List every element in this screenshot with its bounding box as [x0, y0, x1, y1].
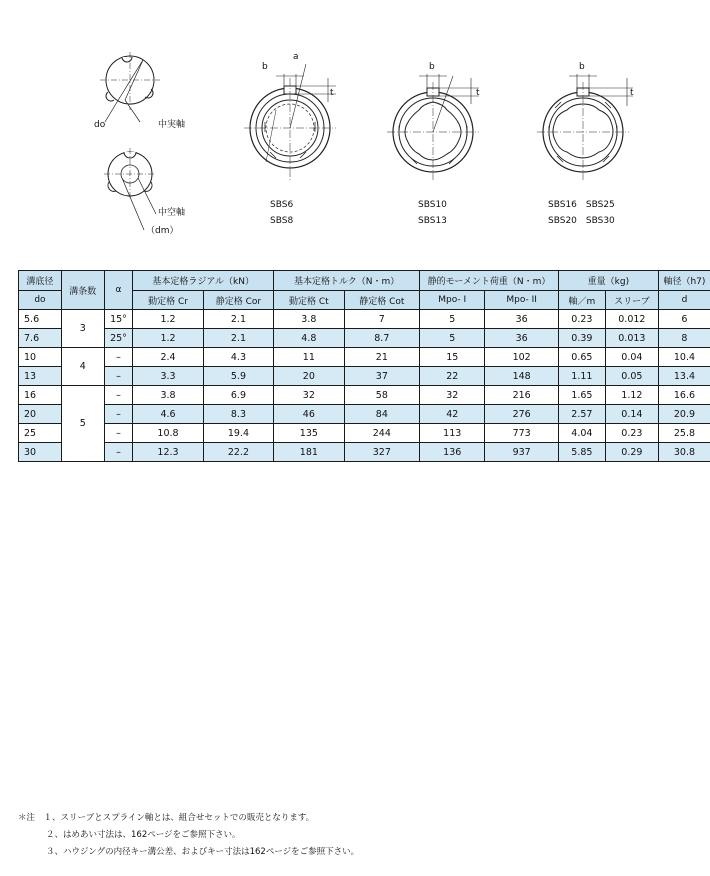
header-cr: 動定格 Cr [133, 291, 203, 310]
cell-d: 20.9 [658, 405, 710, 424]
header-moment: 静的モーメント荷重（N・m） [420, 271, 559, 291]
cell-cr: 3.3 [133, 367, 203, 386]
cell-do: 25 [19, 424, 62, 443]
cell-do: 16 [19, 386, 62, 405]
header-mpo1: Mpo- I [420, 291, 485, 310]
dim-b-1: b [262, 62, 268, 72]
cell-mpo2: 276 [485, 405, 558, 424]
header-shaft-per-m: 軸／m [558, 291, 605, 310]
header-cor: 静定格 Cor [203, 291, 273, 310]
cell-sleeve: 0.23 [605, 424, 658, 443]
header-torque: 基本定格トルク（N・m） [274, 271, 420, 291]
header-alpha: α [104, 271, 133, 310]
do-label: do [94, 120, 106, 130]
cell-ct: 20 [274, 367, 344, 386]
cell-ct: 181 [274, 443, 344, 462]
group-1-line2: SBS8 [270, 216, 294, 226]
header-ct: 動定格 Ct [274, 291, 344, 310]
solid-shaft-label: 中実軸 [158, 120, 186, 130]
header-groove-dia: 溝底径 [19, 271, 62, 291]
cell-mpo1: 5 [420, 310, 485, 329]
cell-cot: 84 [344, 405, 420, 424]
dim-t-3: t [630, 88, 634, 98]
header-cot: 静定格 Cot [344, 291, 420, 310]
table-row [19, 405, 710, 424]
cell-cor: 19.4 [203, 424, 273, 443]
cell-cot: 7 [344, 310, 420, 329]
cell-cr: 12.3 [133, 443, 203, 462]
cell-do: 20 [19, 405, 62, 424]
cell-shaft: 0.65 [558, 348, 605, 367]
dim-t-1: t [330, 88, 334, 98]
cell-cor: 2.1 [203, 329, 273, 348]
cell-cor: 5.9 [203, 367, 273, 386]
footnotes [18, 810, 359, 861]
cell-cor: 6.9 [203, 386, 273, 405]
cell-cot: 327 [344, 443, 420, 462]
cell-shaft: 0.23 [558, 310, 605, 329]
cell-cot: 8.7 [344, 329, 420, 348]
cell-cr: 10.8 [133, 424, 203, 443]
cell-alpha: – [104, 424, 133, 443]
header-d: d [658, 291, 710, 310]
hollow-shaft-label: 中空軸 [158, 208, 186, 218]
cell-mpo2: 937 [485, 443, 558, 462]
cell-cor: 22.2 [203, 443, 273, 462]
cell-sleeve: 1.12 [605, 386, 658, 405]
cell-cor: 2.1 [203, 310, 273, 329]
cell-alpha: – [104, 405, 133, 424]
cell-shaft: 4.04 [558, 424, 605, 443]
table-row [19, 386, 710, 405]
table-row [19, 348, 710, 367]
cell-do: 5.6 [19, 310, 62, 329]
dm-label: （dm） [146, 226, 179, 236]
note-2: ２、はめあい寸法は、162ページをご参照下さい。 [46, 830, 241, 840]
header-groove-count: 溝条数 [61, 271, 104, 310]
cell-groove-count: 3 [61, 310, 104, 348]
cell-alpha: 25° [104, 329, 133, 348]
cell-groove-count: 4 [61, 348, 104, 386]
dim-a-1: a [293, 52, 299, 62]
table-row [19, 329, 710, 348]
bearing-drawing-sbs6-8 [240, 52, 340, 182]
header-weight: 重量（kg) [558, 271, 658, 291]
cell-sleeve: 0.013 [605, 329, 658, 348]
cell-alpha: – [104, 386, 133, 405]
spec-table [18, 270, 710, 462]
cell-shaft: 5.85 [558, 443, 605, 462]
header-do: do [19, 291, 62, 310]
cell-sleeve: 0.012 [605, 310, 658, 329]
cell-mpo1: 22 [420, 367, 485, 386]
cell-cot: 37 [344, 367, 420, 386]
cell-ct: 3.8 [274, 310, 344, 329]
cell-sleeve: 0.14 [605, 405, 658, 424]
header-sleeve: スリーブ [605, 291, 658, 310]
group-2-line2: SBS13 [418, 216, 447, 226]
dim-b-3: b [579, 62, 585, 72]
cell-do: 10 [19, 348, 62, 367]
cell-cr: 1.2 [133, 329, 203, 348]
cell-d: 8 [658, 329, 710, 348]
cell-mpo1: 15 [420, 348, 485, 367]
table-row [19, 367, 710, 386]
cell-d: 30.8 [658, 443, 710, 462]
cell-do: 13 [19, 367, 62, 386]
cell-shaft: 0.39 [558, 329, 605, 348]
note-3: ３、ハウジングの内径キー溝公差、およびキー寸法は162ページをご参照下さい。 [46, 847, 360, 857]
cell-ct: 46 [274, 405, 344, 424]
cell-cor: 4.3 [203, 348, 273, 367]
cell-shaft: 2.57 [558, 405, 605, 424]
cell-cot: 58 [344, 386, 420, 405]
group-1-line1: SBS6 [270, 200, 294, 210]
cell-alpha: – [104, 367, 133, 386]
cell-mpo2: 216 [485, 386, 558, 405]
group-2-line1: SBS10 [418, 200, 447, 210]
cell-d: 6 [658, 310, 710, 329]
hollow-shaft-drawing [100, 148, 160, 228]
note-1: ＊注 １、スリーブとスプライン軸とは、組合せセットでの販売となります。 [18, 813, 315, 823]
cell-mpo2: 773 [485, 424, 558, 443]
bearing-drawing-sbs16-30 [535, 52, 645, 182]
cell-mpo1: 136 [420, 443, 485, 462]
bearing-drawing-sbs10-13 [385, 52, 485, 182]
cell-ct: 32 [274, 386, 344, 405]
dim-b-2: b [429, 62, 435, 72]
cell-mpo1: 113 [420, 424, 485, 443]
cell-sleeve: 0.04 [605, 348, 658, 367]
cell-do: 7.6 [19, 329, 62, 348]
cell-d: 10.4 [658, 348, 710, 367]
cell-mpo1: 32 [420, 386, 485, 405]
cell-cot: 244 [344, 424, 420, 443]
cell-d: 25.8 [658, 424, 710, 443]
table-row [19, 443, 710, 462]
cell-alpha: – [104, 443, 133, 462]
cell-cr: 1.2 [133, 310, 203, 329]
cell-cor: 8.3 [203, 405, 273, 424]
cell-shaft: 1.65 [558, 386, 605, 405]
cell-mpo2: 36 [485, 310, 558, 329]
header-mpo2: Mpo- II [485, 291, 558, 310]
cell-mpo1: 5 [420, 329, 485, 348]
cell-mpo2: 36 [485, 329, 558, 348]
cell-mpo2: 148 [485, 367, 558, 386]
cell-d: 16.6 [658, 386, 710, 405]
table-row [19, 424, 710, 443]
cell-mpo1: 42 [420, 405, 485, 424]
table-row [19, 310, 710, 329]
cell-cr: 4.6 [133, 405, 203, 424]
cell-ct: 135 [274, 424, 344, 443]
header-radial: 基本定格ラジアル（kN） [133, 271, 274, 291]
cell-sleeve: 0.05 [605, 367, 658, 386]
cell-cot: 21 [344, 348, 420, 367]
cell-ct: 4.8 [274, 329, 344, 348]
cell-d: 13.4 [658, 367, 710, 386]
cell-mpo2: 102 [485, 348, 558, 367]
cell-alpha: – [104, 348, 133, 367]
group-3-line2: SBS20 SBS30 [548, 216, 615, 226]
cell-cr: 2.4 [133, 348, 203, 367]
cell-sleeve: 0.29 [605, 443, 658, 462]
dim-t-2: t [476, 88, 480, 98]
cell-cr: 3.8 [133, 386, 203, 405]
group-3-line1: SBS16 SBS25 [548, 200, 615, 210]
cell-groove-count: 5 [61, 386, 104, 462]
cell-shaft: 1.11 [558, 367, 605, 386]
solid-shaft-drawing [95, 52, 165, 112]
cell-alpha: 15° [104, 310, 133, 329]
header-shaft-dia: 軸径（h7) [658, 271, 710, 291]
cell-ct: 11 [274, 348, 344, 367]
cell-do: 30 [19, 443, 62, 462]
